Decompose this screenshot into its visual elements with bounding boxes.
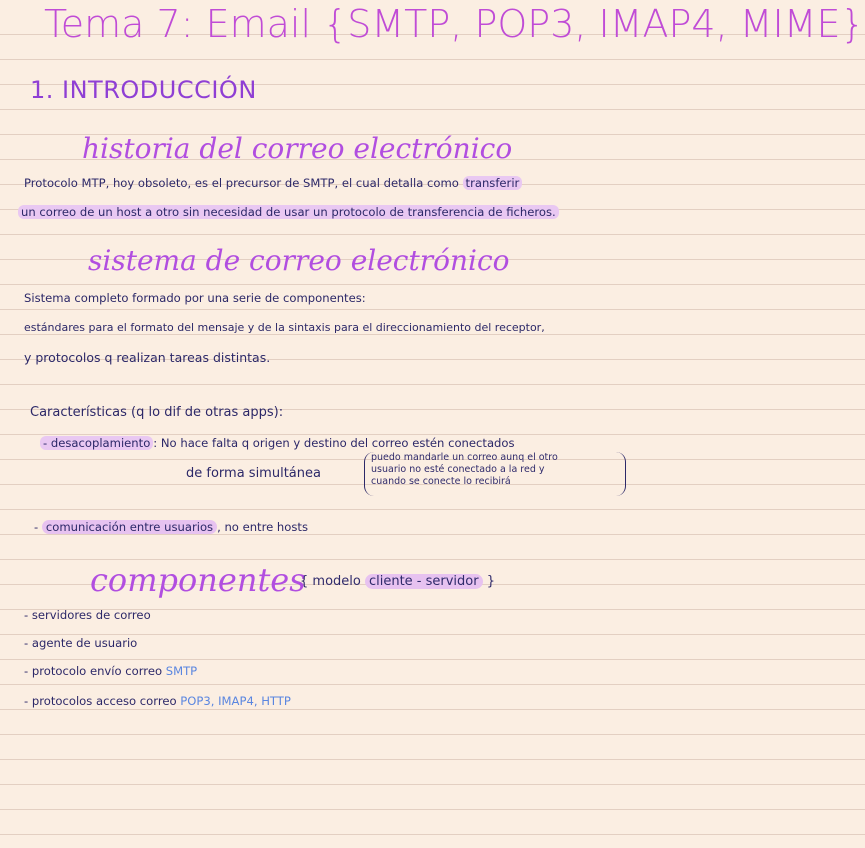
componentes-heading: componentes	[90, 561, 306, 599]
historia-line-1-text: Protocolo MTP, hoy obsoleto, es el precursor de SMTP, el cual detalla como	[24, 176, 463, 190]
historia-line-2-highlight: un correo de un host a otro sin necesidad de usar un protocolo de transferencia de ficheros.	[18, 205, 559, 219]
sistema-line-2: estándares para el formato del mensaje y de la sintaxis para el direccionamiento del receptor,	[24, 321, 545, 334]
desacoplamiento-cont: de forma simultánea	[186, 466, 321, 481]
desacoplamiento-text: : No hace falta q origen y destino del correo estén conectados	[153, 436, 515, 450]
dash: -	[34, 520, 42, 534]
page-title: Tema 7: Email {SMTP, POP3, IMAP4, MIME}	[44, 2, 865, 46]
historia-line-2	[18, 205, 559, 219]
note-line-2: usuario no esté conectado a la red y	[371, 464, 545, 475]
caracteristicas-item-2	[34, 520, 308, 534]
note-line-1: puedo mandarle un correo aunq el otro	[371, 452, 558, 463]
componentes-note-b: }	[482, 574, 496, 589]
smtp-label: SMTP	[165, 664, 198, 678]
componentes-item-1: - servidores de correo	[24, 608, 151, 622]
sistema-heading: sistema de correo electrónico	[88, 244, 510, 277]
componentes-note-a: { modelo	[300, 574, 365, 589]
componentes-item-2: - agente de usuario	[24, 636, 138, 650]
access-protocols-label: POP3, IMAP4, HTTP	[180, 694, 291, 708]
componentes-note	[300, 574, 495, 589]
sistema-line-1: Sistema completo formado por una serie de componentes:	[24, 291, 366, 305]
historia-highlight: transferir	[463, 176, 523, 190]
cliente-servidor-highlight: cliente - servidor	[365, 574, 483, 589]
note-line-3: cuando se conecte lo recibirá	[371, 476, 511, 487]
sistema-line-3: y protocolos q realizan tareas distintas.	[24, 350, 271, 365]
historia-heading: historia del correo electrónico	[82, 132, 513, 165]
desacoplamiento-label: - desacoplamiento	[40, 436, 153, 450]
historia-line-1	[24, 176, 522, 190]
componentes-item-4	[24, 694, 291, 708]
desacoplamiento-note	[364, 452, 626, 496]
caracteristicas-item-1	[40, 436, 515, 450]
section-heading: 1. INTRODUCCIÓN	[30, 76, 257, 104]
comunicacion-label: comunicación entre usuarios	[42, 520, 217, 534]
comunicacion-text: , no entre hosts	[217, 520, 308, 534]
componentes-item-4-text: - protocolos acceso correo	[24, 694, 181, 708]
componentes-item-3-text: - protocolo envío correo	[24, 664, 166, 678]
caracteristicas-heading: Características (q lo dif de otras apps):	[30, 405, 284, 420]
componentes-item-3	[24, 664, 197, 678]
